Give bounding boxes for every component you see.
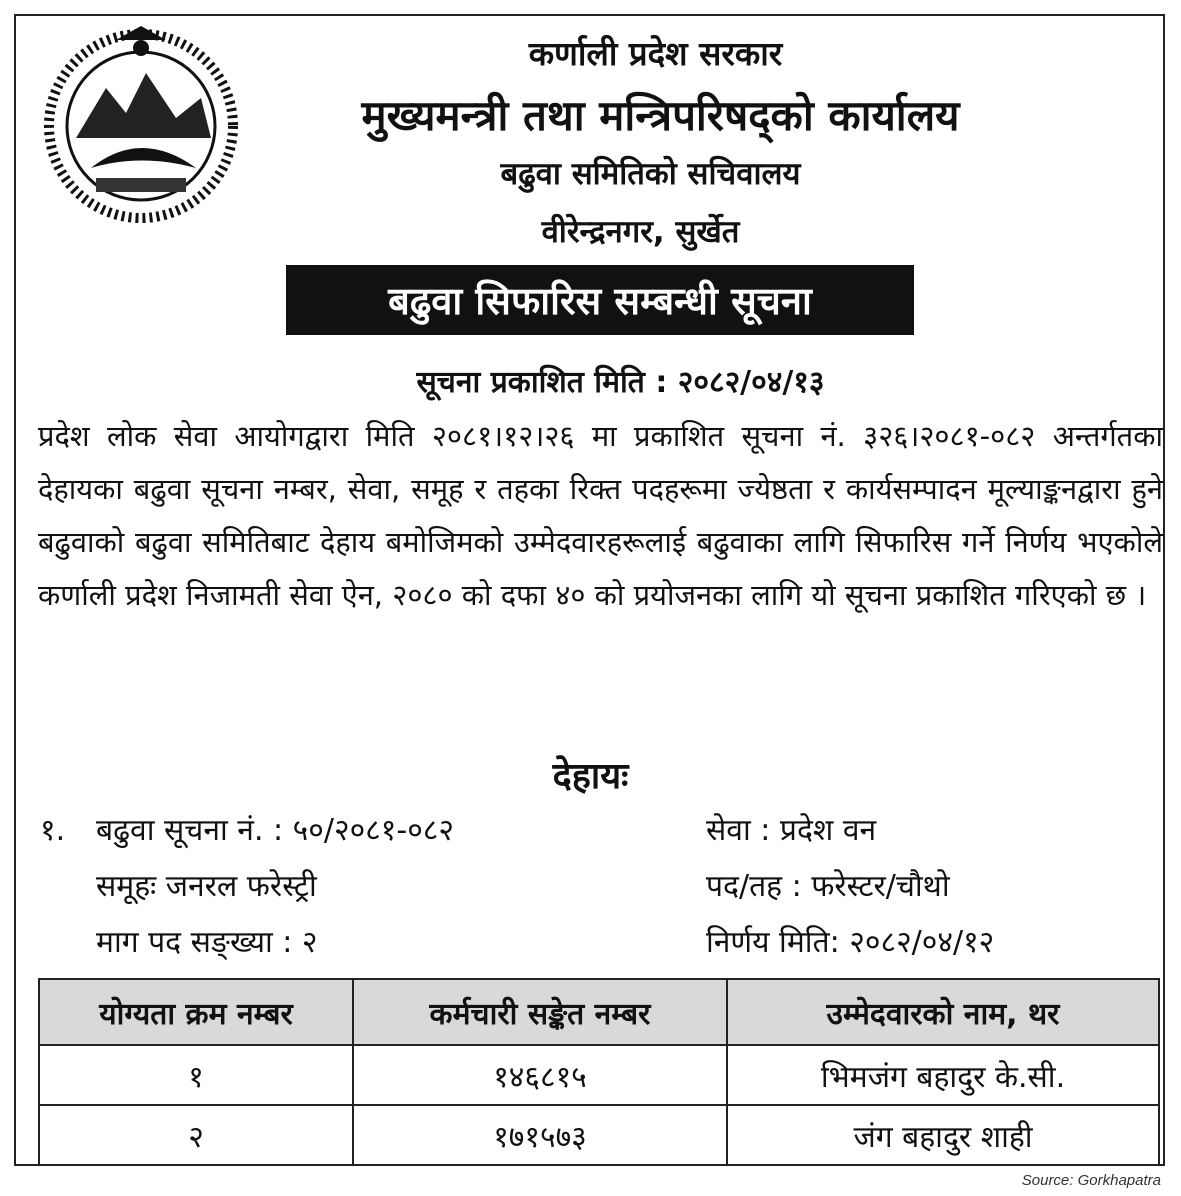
merit-number-cell: १ xyxy=(39,1045,353,1105)
post-level: पद/तह : फरेस्टर/चौथो xyxy=(706,869,950,904)
notice-title-banner: बढुवा सिफारिस सम्बन्धी सूचना xyxy=(286,265,914,335)
header-office: मुख्यमन्त्री तथा मन्त्रिपरिषद्को कार्यालय xyxy=(361,91,960,140)
service: सेवा : प्रदेश वन xyxy=(706,813,877,848)
table-header-row xyxy=(39,979,1159,1045)
header-candidate-name: उम्मेदवारको नाम, थर xyxy=(727,979,1159,1045)
header-secretariat: बढुवा समितिको सचिवालय xyxy=(500,156,801,192)
serial-number: १. xyxy=(40,813,66,848)
demand-post-count: माग पद सङ्ख्या : २ xyxy=(96,925,318,960)
header-location: वीरेन्द्रनगर, सुर्खेत xyxy=(541,214,740,250)
header-province: कर्णाली प्रदेश सरकार xyxy=(528,34,783,73)
candidates-table xyxy=(38,978,1160,1166)
merit-number-cell: २ xyxy=(39,1105,353,1165)
decision-date: निर्णय मिति: २०८२/०४/१२ xyxy=(706,925,995,960)
employee-code-cell: १७१५७३ xyxy=(353,1105,727,1165)
promotion-notice-number: बढुवा सूचना नं. : ५०/२०८१-०८२ xyxy=(96,813,454,848)
header-employee-code: कर्मचारी सङ्केत नम्बर xyxy=(353,979,727,1045)
source-credit: Source: Gorkhapatra xyxy=(1021,1172,1161,1189)
header-merit-number: योग्यता क्रम नम्बर xyxy=(39,979,353,1045)
dehay-heading: देहायः xyxy=(552,756,629,797)
table-row xyxy=(39,1105,1159,1165)
candidate-name-cell: भिमजंग बहादुर के.सी. xyxy=(727,1045,1159,1105)
candidate-name-cell: जंग बहादुर शाही xyxy=(727,1105,1159,1165)
employee-code-cell: १४६८१५ xyxy=(353,1045,727,1105)
table-row xyxy=(39,1045,1159,1105)
group: समूहः जनरल फरेस्ट्री xyxy=(96,869,317,904)
notice-body: प्रदेश लोक सेवा आयोगद्वारा मिति २०८१।१२।२६ मा प्रकाशित सूचना नं. ३२६।२०८१-०८२ अन्तर्गतका देहायका बढुवा सूचना नम्बर, सेवा, समूह र तहका रिक्त पदहरूमा ज्येष्ठता र कार्यसम्पादन मूल्याङ्कनद्वारा हुने बढुवाको बढुवा समितिबाट देहाय बमोजिमको उम्मेदवारहरूलाई बढुवाका लागि सिफारिस गर्ने निर्णय भएकोले कर्णाली प्रदेश निजामती सेवा ऐन, २०८० को दफा ४० को प्रयोजनका लागि यो सूचना प्रकाशित गरिएको छ । xyxy=(38,419,1163,612)
published-date: सूचना प्रकाशित मिति : २०८२/०४/१३ xyxy=(416,365,825,400)
